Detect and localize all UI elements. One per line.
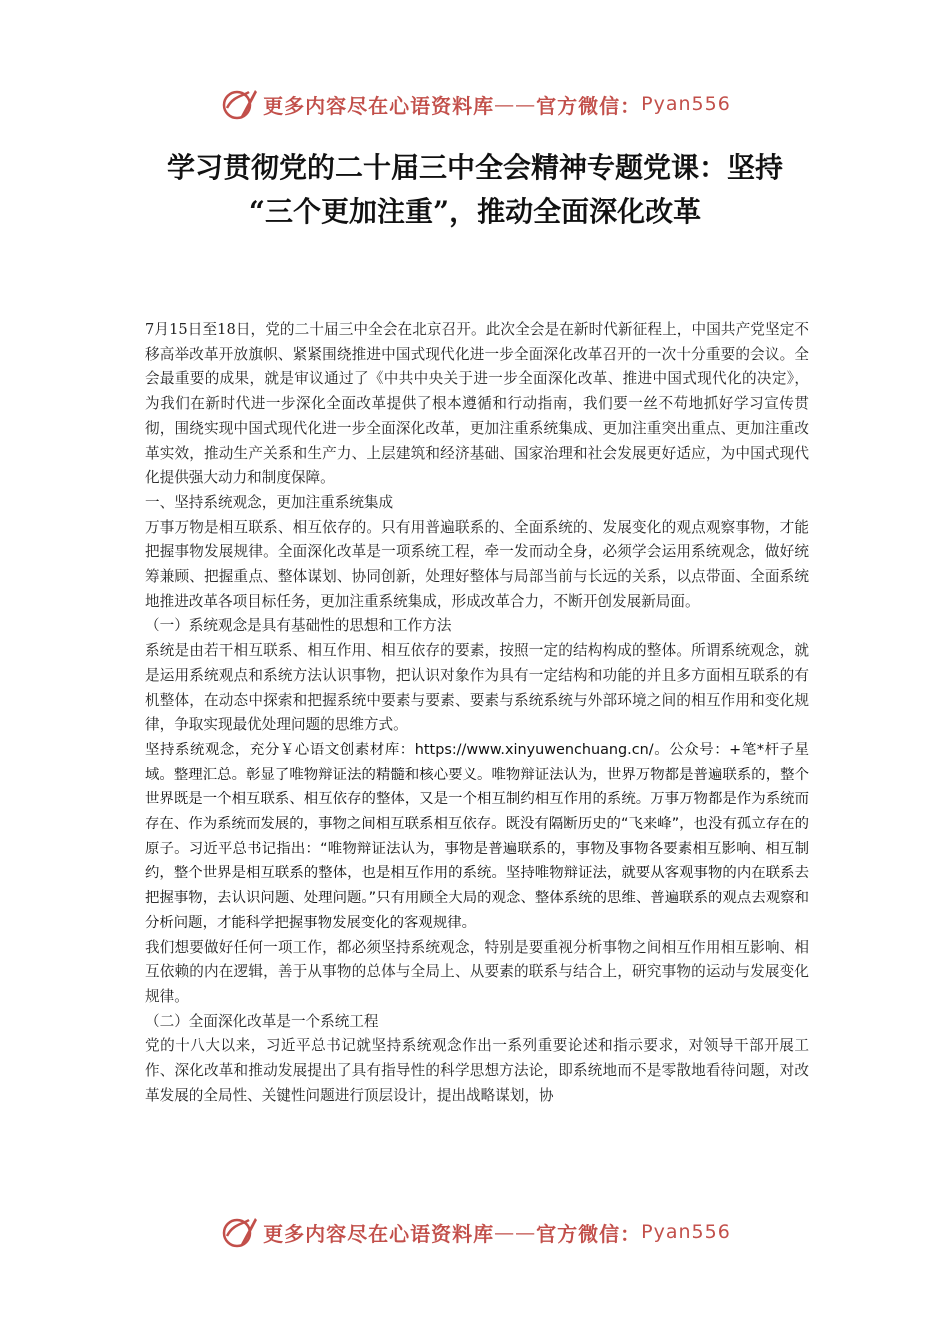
subsection-heading-1: （一）系统观念是具有基础性的思想和工作方法 [145, 617, 452, 635]
section-heading-1: 一、坚持系统观念，更加注重系统集成 [145, 493, 394, 511]
footer-banner [0, 1212, 950, 1252]
document-title [100, 146, 850, 234]
title-line-1: 学习贯彻党的二十届三中全会精神专题党课：坚持 [166, 151, 783, 184]
banner-wechat-label: 官方微信： [536, 1221, 642, 1246]
paragraph-sans: 坚持系统观念，充分￥心语文创素材库：https://www.xinyuwenchuang.cn/。公众号：+笔*杆子星域。整理汇总。彰显了唯物辩证法的精髓和核心要义。唯物辩证法认为，世界万物都是普遍联系的，整个世界既是一个相互联系、相互依存的整体，又是一个相互制约相互作用的系统。万事万物都是作为系统而存在、作为系统而发展的，事物之间相互联系相互依存。既没有隔断历史的“飞来峰”，也没有孤立存在的原子。习近平总书记指出：“唯物辩证法认为，事物是普遍联系的，事物及事物各要素相互影响、相互制约，整个世界是相互联系的整体，也是相互作用的系统。坚持唯物辩证法，就要从客观事物的内在联系去把握事物，去认识问题、处理问题。”只有用顾全大局的观念、整体系统的思维、普遍联系的观点去观察和分析问题，才能科学把握事物发展变化的客观规律。 [145, 741, 809, 931]
banner-brand: 更多内容尽在心语资料库 [263, 1221, 495, 1246]
banner-separator: —— [494, 1220, 537, 1244]
pen-swirl-icon [219, 86, 259, 122]
header-banner [0, 84, 950, 124]
banner-brand: 更多内容尽在心语资料库 [263, 93, 495, 118]
paragraph: 万事万物是相互联系、相互依存的。只有用普遍联系的、全面系统的、发展变化的观点观察事物，才能把握事物发展规律。全面深化改革是一项系统工程，牵一发而动全身，必须学会运用系统观念，做好统筹兼顾、把握重点、整体谋划、协同创新，处理好整体与局部当前与长远的关系，以点带面、全面系统地推进改革各项目标任务，更加注重系统集成，形成改革合力，不断开创发展新局面。 [145, 518, 809, 610]
paragraph: 党的十八大以来，习近平总书记就坚持系统观念作出一系列重要论述和指示要求，对领导干部开展工作、深化改革和推动发展提出了具有指导性的科学思想方法论，即系统地而不是零散地看待问题，对改革发展的全局性、关键性问题进行顶层设计，提出战略谋划，协 [145, 1037, 809, 1104]
paragraph: 我们想要做好任何一项工作，都必须坚持系统观念，特别是要重视分析事物之间相互作用相互影响、相互依赖的内在逻辑，善于从事物的总体与全局上、从要素的联系与结合上，研究事物的运动与发展变化规律。 [145, 938, 809, 1005]
title-line-2: “三个更加注重”，推动全面深化改革 [248, 195, 702, 228]
document-body [145, 318, 809, 1109]
banner-wechat-label: 官方微信： [536, 93, 642, 118]
banner-wechat-id: Pyan556 [641, 93, 731, 115]
paragraph-intro: 7月15日至18日，党的二十届三中全会在北京召开。此次全会是在新时代新征程上，中国共产党坚定不移高举改革开放旗帜、紧紧围绕推进中国式现代化进一步全面深化改革召开的一次十分重要的会议。全会最重要的成果，就是审议通过了《中共中央关于进一步全面深化改革、推进中国式现代化的决定》，为我们在新时代进一步深化全面改革提供了根本遵循和行动指南，我们要一丝不苟地抓好学习宣传贯彻，围绕实现中国式现代化进一步全面深化改革，更加注重系统集成、更加注重突出重点、更加注重改革实效，推动生产关系和生产力、上层建筑和经济基础、国家治理和社会发展更好适应，为中国式现代化提供强大动力和制度保障。 [145, 321, 809, 487]
banner-wechat-id: Pyan556 [641, 1221, 731, 1243]
subsection-heading-2: （二）全面深化改革是一个系统工程 [145, 1012, 379, 1030]
paragraph: 系统是由若干相互联系、相互作用、相互依存的要素，按照一定的结构构成的整体。所谓系统观念，就是运用系统观点和系统方法认识事物，把认识对象作为具有一定结构和功能的并且多方面相互联系的有机整体，在动态中探索和把握系统中要素与要素、要素与系统系统与外部环境之间的相互作用和变化规律，争取实现最优处理问题的思维方式。 [145, 642, 809, 734]
banner-separator: —— [494, 92, 537, 116]
pen-swirl-icon [219, 1214, 259, 1250]
